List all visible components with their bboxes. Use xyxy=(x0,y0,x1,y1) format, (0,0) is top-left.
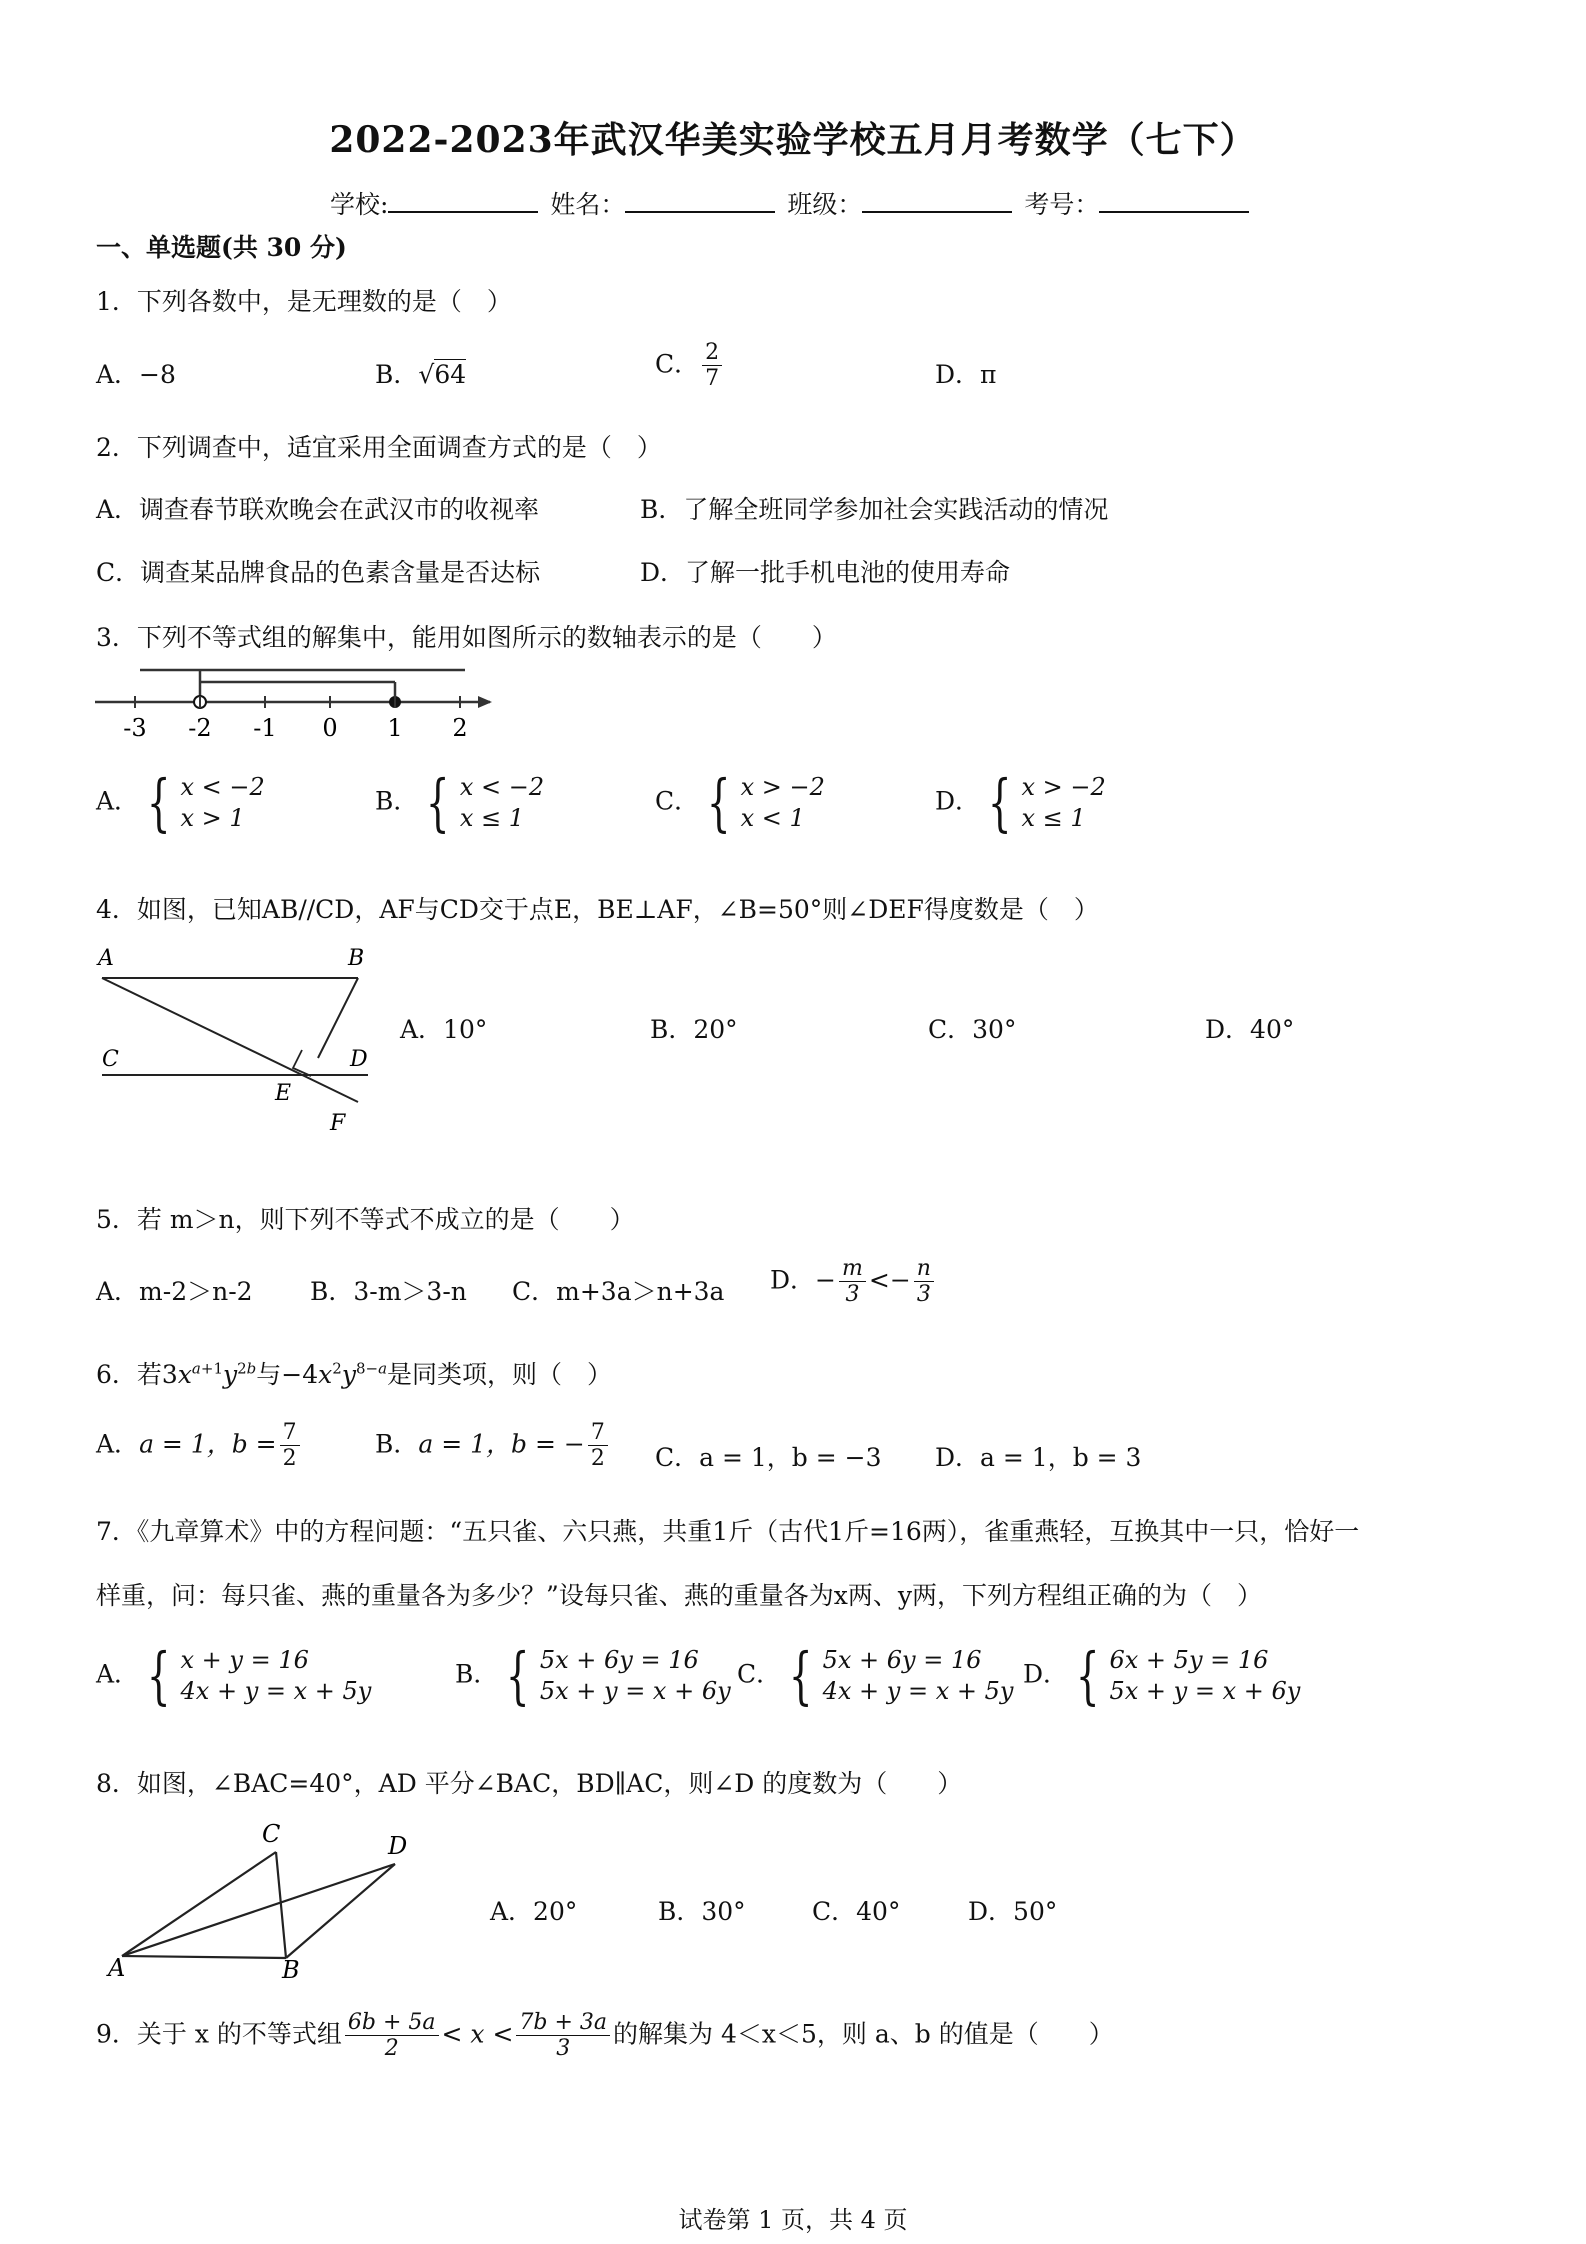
q7-stem-line2: 样重，问：每只雀、燕的重量各为多少？”设每只雀、燕的重量各为x两、y两，下列方程组正确的为（ ） xyxy=(96,1581,1263,1610)
q3-option-c: C． { x > −2 x < 1 xyxy=(655,766,825,840)
label-d: D xyxy=(350,1047,368,1072)
label-b: B xyxy=(282,1956,300,1978)
q8-option-a: A．20° xyxy=(490,1897,578,1926)
exam-no-label: 考号： xyxy=(1024,190,1100,219)
q1-option-c: C． $\frac{2}{7}$ xyxy=(655,340,725,392)
line-be xyxy=(318,978,358,1058)
q2-stem: 2．下列调查中，适宜采用全面调查方式的是（ ） xyxy=(96,433,662,462)
tick-label: 0 xyxy=(322,714,338,740)
label-a: A xyxy=(108,1954,126,1978)
exam-no-blank xyxy=(1099,189,1249,213)
q4-stem: 4．如图，已知AB//CD，AF与CD交于点E，BE⊥AF，∠B=50°则∠DEF得度数是（ ） xyxy=(96,895,1099,924)
q2-option-a: A．调查春节联欢晚会在武汉市的收视率 xyxy=(96,495,540,524)
q3-stem: 3．下列不等式组的解集中，能用如图所示的数轴表示的是（ ） xyxy=(96,623,837,652)
q4-figure xyxy=(90,940,390,1140)
label-a: A xyxy=(98,946,114,971)
term-1: $3x^{a+1}y^{2b}$ xyxy=(161,1359,257,1389)
q2-option-b: B．了解全班同学参加社会实践活动的情况 xyxy=(640,495,1109,524)
sqrt-symbol: √ xyxy=(418,360,435,389)
page-title: 2022-2023年武汉华美实验学校五月月考数学（七下） xyxy=(329,119,1257,161)
q9-stem: 9．关于 x 的不等式组 $\frac{6b + 5a}{2}$ < x < $\frac{7b + 3a}{3}$ 的解集为 4＜x＜5，则 a、b 的值是（ ） xyxy=(96,2010,1114,2062)
label-c: C xyxy=(102,1047,119,1072)
class-label: 班级： xyxy=(787,190,863,219)
q4-option-c: C．30° xyxy=(928,1015,1017,1044)
line-bd xyxy=(286,1864,395,1958)
q4-option-b: B．20° xyxy=(650,1015,738,1044)
q7-option-b: B． { 5x + 6y = 16 5x + y = x + 6y xyxy=(455,1639,731,1713)
label-f: F xyxy=(330,1111,346,1136)
line-ab xyxy=(122,1956,286,1958)
q4-option-d: D．40° xyxy=(1205,1015,1295,1044)
q6-option-a: A．a = 1，b = $\frac{7}{2}$ xyxy=(96,1420,303,1472)
q8-figure xyxy=(100,1808,440,1978)
q7-option-d: D． { 6x + 5y = 16 5x + y = x + 6y xyxy=(1023,1639,1301,1713)
q8-stem: 8．如图，∠BAC=40°，AD 平分∠BAC，BD∥AC，则∠D 的度数为（ ） xyxy=(96,1769,963,1798)
tick-label: -1 xyxy=(253,714,277,740)
tick-label: 2 xyxy=(452,714,468,740)
q3-option-a: A． { x < −2 x > 1 xyxy=(96,766,265,840)
q3-option-b: B． { x < −2 x ≤ 1 xyxy=(375,766,545,840)
q5-option-c: C．m+3a＞n+3a xyxy=(512,1277,725,1306)
number-line-diagram xyxy=(90,660,510,740)
line-ad xyxy=(122,1864,395,1956)
q7-option-a: A． { x + y = 16 4x + y = x + 5y xyxy=(96,1639,372,1713)
q6-option-d: D．a = 1，b = 3 xyxy=(935,1443,1142,1472)
q3-option-d: D． { x > −2 x ≤ 1 xyxy=(935,766,1106,840)
line-cb xyxy=(276,1852,286,1958)
tick-label: 1 xyxy=(387,714,403,740)
page-footer: 试卷第 1 页，共 4 页 xyxy=(678,2206,908,2234)
student-info-line xyxy=(330,185,1253,221)
term-2: $-4x^2y^{8-a}$ xyxy=(281,1359,388,1389)
label-c: C xyxy=(262,1820,281,1848)
q5-option-d: D．− $\frac{m}{3}$ <− $\frac{n}{3}$ xyxy=(770,1256,937,1308)
label-b: B xyxy=(348,946,365,971)
axis-arrow xyxy=(478,696,492,708)
q6-option-b: B．a = 1，b = − $\frac{7}{2}$ xyxy=(375,1420,611,1472)
q6-stem: 6．若$3x^{a+1}y^{2b}$与$-4x^2y^{8-a}$是同类项，则（ ） xyxy=(96,1359,613,1389)
label-d: D xyxy=(388,1832,408,1860)
q8-option-c: C．40° xyxy=(812,1897,901,1926)
q7-stem-line1: 7．《九章算术》中的方程问题：“五只雀、六只燕，共重1斤（古代1斤=16两），雀重燕轻，互换其中一只，恰好一 xyxy=(96,1517,1360,1546)
q8-option-d: D．50° xyxy=(968,1897,1058,1926)
class-blank xyxy=(862,189,1012,213)
name-label: 姓名： xyxy=(550,190,626,219)
school-blank xyxy=(388,189,538,213)
q1-option-a: A．−8 xyxy=(96,360,176,389)
name-blank xyxy=(625,189,775,213)
q1-stem: 1．下列各数中，是无理数的是（ ） xyxy=(96,287,512,316)
tick-label: -3 xyxy=(123,714,147,740)
school-label: 学校: xyxy=(330,190,389,219)
q5-stem: 5．若 m＞n，则下列不等式不成立的是（ ） xyxy=(96,1205,635,1234)
tick-label: -2 xyxy=(188,714,212,740)
q4-option-a: A．10° xyxy=(400,1015,488,1044)
section-heading: 一、单选题(共 30 分) xyxy=(96,233,347,262)
line-ac xyxy=(122,1852,276,1956)
q5-option-a: A．m-2＞n-2 xyxy=(96,1277,253,1306)
line-af xyxy=(102,978,358,1102)
q5-option-b: B．3-m＞3-n xyxy=(310,1277,467,1306)
q1-option-b: B．√64 xyxy=(375,360,467,389)
q7-option-c: C． { 5x + 6y = 16 4x + y = x + 5y xyxy=(737,1639,1014,1713)
q2-option-d: D．了解一批手机电池的使用寿命 xyxy=(640,558,1011,587)
q6-option-c: C．a = 1，b = −3 xyxy=(655,1443,882,1472)
label-e: E xyxy=(275,1081,292,1106)
q8-option-b: B．30° xyxy=(658,1897,746,1926)
q1-option-d: D．π xyxy=(935,360,997,389)
q2-option-c: C．调查某品牌食品的色素含量是否达标 xyxy=(96,558,541,587)
